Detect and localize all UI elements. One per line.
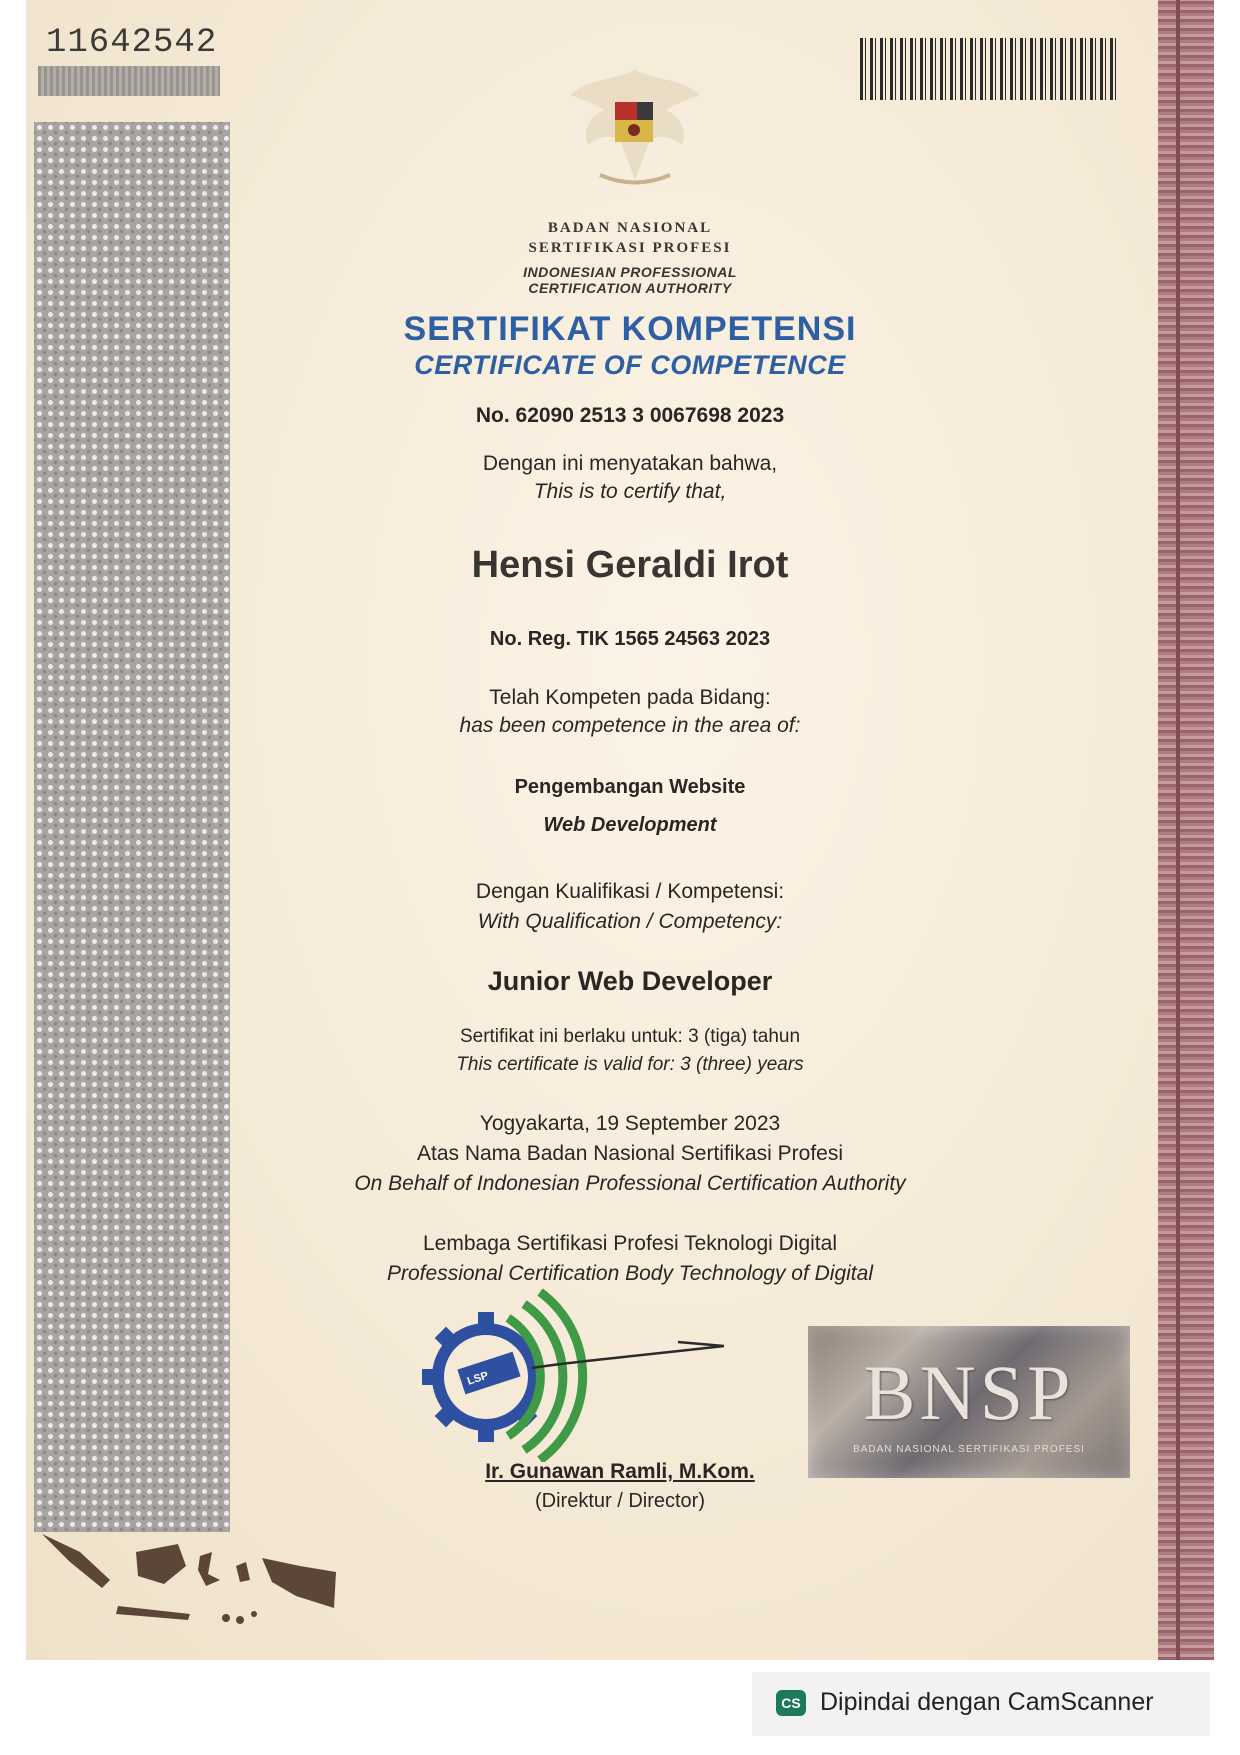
certificate-number: No. 62090 2513 3 0067698 2023 (475, 404, 785, 427)
validity-id: Sertifikat ini berlaku untuk: 3 (tiga) tahun (459, 1026, 801, 1047)
serial-hologram-strip (38, 66, 220, 96)
on-behalf-id: Atas Nama Badan Nasional Sertifikasi Profesi (416, 1142, 844, 1165)
svg-text:LSP: LSP (465, 1369, 490, 1388)
holder-name: Hensi Geraldi Irot (471, 544, 789, 586)
camscanner-icon: CS (776, 1690, 806, 1716)
title-id: SERTIFIKAT KOMPETENSI (403, 310, 857, 348)
title-en: CERTIFICATE OF COMPETENCE (414, 350, 846, 380)
competent-text-en: has been competence in the area of: (459, 714, 801, 737)
body-en: Professional Certification Body Technology of Digital (387, 1262, 873, 1285)
agency-name-en (240, 264, 1020, 296)
qualification-label-en: With Qualification / Competency: (477, 910, 783, 933)
registration-number: No. Reg. TIK 1565 24563 2023 (489, 628, 771, 650)
body-id: Lembaga Sertifikasi Profesi Teknologi Digital (423, 1232, 837, 1255)
validity-en: This certificate is valid for: 3 (three) years (456, 1054, 804, 1075)
decorative-border (1158, 0, 1214, 1660)
director-signature (528, 1332, 728, 1382)
agency-name-id (240, 218, 1020, 258)
agency-id-line1: BADAN NASIONAL (547, 220, 713, 236)
field-id: Pengembangan Website (514, 776, 746, 798)
scanner-badge-text: Dipindai dengan CamScanner (820, 1688, 1154, 1716)
competent-text-id: Telah Kompeten pada Bidang: (489, 686, 771, 709)
place-date: Yogyakarta, 19 September 2023 (479, 1112, 781, 1135)
agency-en-line1: INDONESIAN PROFESSIONAL (523, 264, 737, 280)
bnsp-hologram (808, 1326, 1130, 1478)
agency-id-line2: SERTIFIKASI PROFESI (528, 240, 732, 256)
qualification: Junior Web Developer (487, 966, 773, 996)
bnsp-logo-subtext: BADAN NASIONAL SERTIFIKASI PROFESI (853, 1444, 1085, 1455)
bnsp-logo-text: BNSP (863, 1349, 1075, 1436)
signer-name: Ir. Gunawan Ramli, M.Kom. (485, 1460, 755, 1483)
scanner-badge (752, 1672, 1210, 1736)
agency-en-line2: CERTIFICATION AUTHORITY (528, 280, 732, 296)
indonesia-map-icon (40, 1522, 340, 1632)
signer-role: (Direktur / Director) (534, 1490, 705, 1512)
security-pattern-band (34, 122, 230, 1532)
certify-text-id: Dengan ini menyatakan bahwa, (482, 452, 778, 475)
barcode (860, 38, 1116, 100)
garuda-emblem-icon (560, 50, 710, 200)
on-behalf-en: On Behalf of Indonesian Professional Certification Authority (354, 1172, 906, 1195)
field-en: Web Development (543, 814, 717, 836)
serial-number: 11642542 (46, 24, 218, 62)
qualification-label-id: Dengan Kualifikasi / Kompetensi: (475, 880, 785, 903)
certify-text-en: This is to certify that, (533, 480, 727, 503)
